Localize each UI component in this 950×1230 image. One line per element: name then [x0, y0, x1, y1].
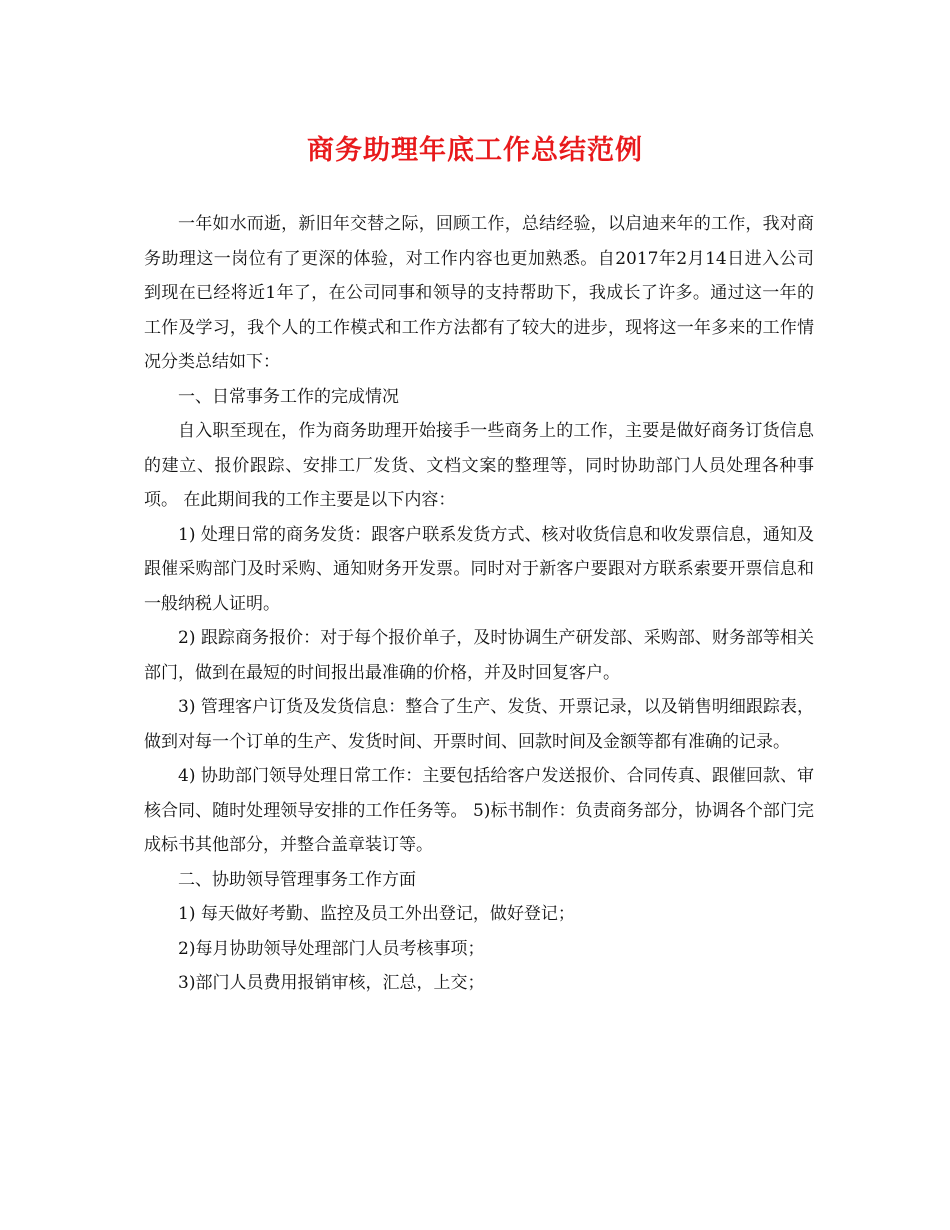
list-item-expenses: 3)部门人员费用报销审核，汇总，上交； [178, 973, 485, 993]
list-item-attendance: 1) 每天做好考勤、监控及员工外出登记，做好登记； [178, 904, 575, 924]
section-heading-management: 二、协助领导管理事务工作方面 [178, 869, 416, 890]
list-item-order-info: 3) 管理客户订货及发货信息：整合了生产、发货、开票记录，以及销售明细跟踪表，做到对每一个订单的生产、发货时间、开票时间、回款时间及金额等都有准确的记录。 [144, 697, 814, 752]
list-item-shipping: 1) 处理日常的商务发货：跟客户联系发货方式、核对收货信息和收发票信息，通知及跟催采购部门及时采购、通知财务开发票。同时对于新客户要跟对方联系索要开票信息和一般纳税人证明。 [144, 524, 814, 614]
document-body [144, 207, 814, 1001]
section-heading-daily-work: 一、日常事务工作的完成情况 [178, 386, 399, 407]
list-item-assist-leader: 4) 协助部门领导处理日常工作：主要包括给客户发送报价、合同传真、跟催回款、审核合同、随时处理领导安排的工作任务等。 5)标书制作：负责商务部分，协调各个部门完成标书其他部分，并整合盖章装订等。 [144, 766, 814, 855]
paragraph-intro: 一年如水而逝，新旧年交替之际，回顾工作，总结经验，以启迪来年的工作，我对商务助理这一岗位有了更深的体验，对工作内容也更加熟悉。自2017年2月14日进入公司到现在已经将近1年了，在公司同事和领导的支持帮助下，我成长了许多。通过这一年的工作及学习，我个人的工作模式和工作方法都有了较大的进步，现将这一年多来的工作情况分类总结如下： [144, 214, 814, 372]
list-item-quotation: 2) 跟踪商务报价：对于每个报价单子，及时协调生产研发部、采购部、财务部等相关部门，做到在最短的时间报出最准确的价格，并及时回复客户。 [144, 628, 814, 683]
document-title: 商务助理年底工作总结范例 [307, 135, 643, 166]
list-item-assessment: 2)每月协助领导处理部门人员考核事项； [178, 938, 485, 959]
paragraph-daily-work: 自入职至现在，作为商务助理开始接手一些商务上的工作，主要是做好商务订货信息的建立、报价跟踪、安排工厂发货、文档文案的整理等，同时协助部门人员处理各种事项。 在此期间我的工作主要是以下内容： [144, 421, 814, 510]
